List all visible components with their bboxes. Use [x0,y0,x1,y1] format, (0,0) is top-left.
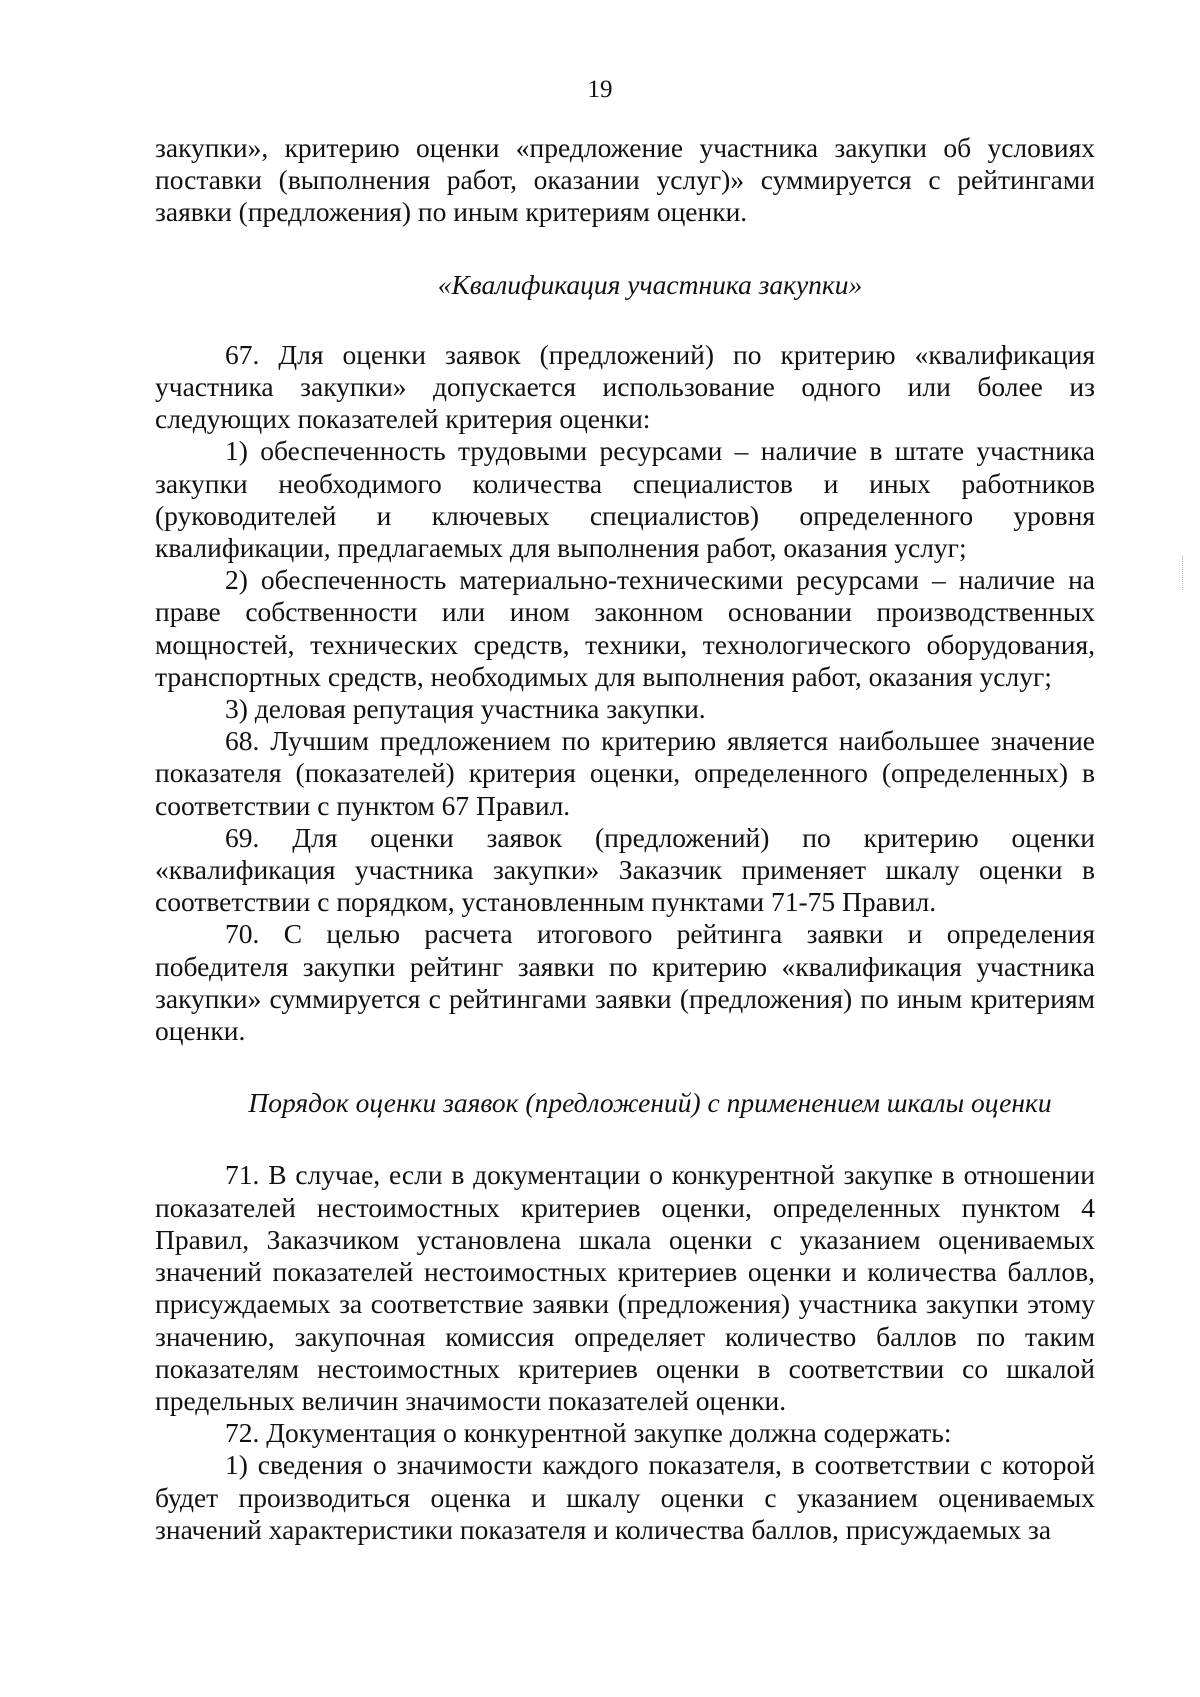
document-body [155,132,1095,1546]
paragraph-72: 72. Документация о конкурентной закупке должна содержать: [225,1417,952,1449]
section-heading-scale-evaluation: Порядок оценки заявок (предложений) с применением шкалы оценки [248,1087,1052,1119]
list-item-2-material-resources: 2) обеспеченность материально-техническими ресурсами – наличие на праве собственности или ином законном основании производственных мощностей, технических средств, техники, технологического оборудования, транспортных средств, необходимых для выполнения работ, оказания услуг; [155,564,1095,692]
paragraph-68: 68. Лучшим предложением по критерию является наибольшее значение показателя (показателей) критерия оценки, определенного (определенных) в соответствии с пунктом 67 Правил. [155,725,1095,821]
paragraph-continuation: закупки», критерию оценки «предложение участника закупки об условиях поставки (выполнения работ, оказании услуг)» суммируется с рейтингами заявки (предложения) по иным критериям оценки. [155,132,1095,228]
paragraph-71: 71. В случае, если в документации о конкурентной закупке в отношении показателей нестоимостных критериев оценки, определенных пунктом 4 Правил, Заказчиком установлена шкала оценки с указанием оцениваемых значений показателей нестоимостных критериев оценки и количества баллов, присуждаемых за соответствие заявки (предложения) участника закупки этому значению, закупочная комиссия определяет количество баллов по таким показателям нестоимостных критериев оценки в соответствии со шкалой предельных величин значимости показателей оценки. [155,1159,1095,1416]
paragraph-69: 69. Для оценки заявок (предложений) по критерию оценки «квалификация участника закупки» Заказчик применяет шкалу оценки в соответствии с порядком, установленным пунктами 71-75 Правил. [155,821,1095,918]
page-number: 19 [587,76,613,103]
scan-edge-mark [1182,556,1185,590]
list-item-1-labor-resources: 1) обеспеченность трудовыми ресурсами – наличие в штате участника закупки необходимого количества специалистов и иных работников (руководителей и ключевых специалистов) определенного уровня квалификации, предлагаемых для выполнения работ, оказания услуг; [155,435,1095,564]
paragraph-67: 67. Для оценки заявок (предложений) по критерию «квалификация участника закупки» допускается использование одного или более из следующих показателей критерия оценки: [155,338,1095,435]
section-heading-qualification: «Квалификация участника закупки» [437,268,863,300]
list-item-1-significance: 1) сведения о значимости каждого показателя, в соответствии с которой будет производиться оценка и шкалу оценки с указанием оцениваемых значений характеристики показателя и количества баллов, присуждаемых за [155,1449,1095,1545]
list-item-3-reputation: 3) деловая репутация участника закупки. [225,693,706,725]
paragraph-70: 70. С целью расчета итогового рейтинга заявки и определения победителя закупки рейтинг заявки по критерию «квалификация участника закупки» суммируется с рейтингами заявки (предложения) по иным критериям оценки. [155,918,1095,1047]
